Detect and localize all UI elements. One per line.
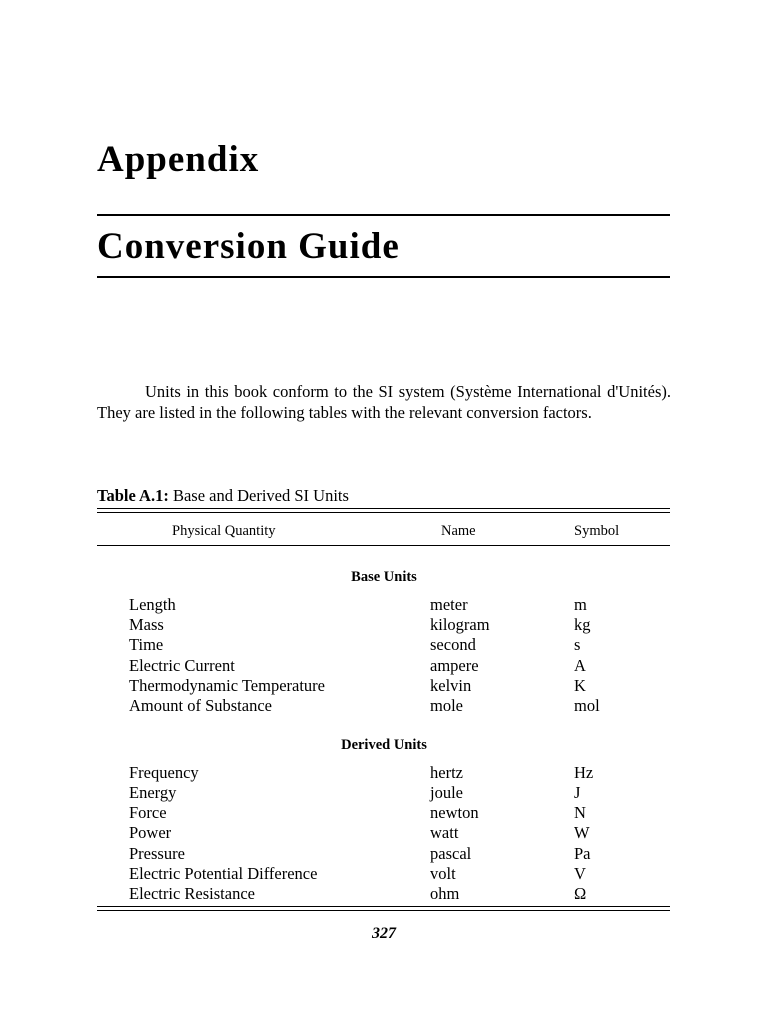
row-quantity: Electric Potential Difference [129,864,318,883]
table-row [0,696,768,716]
table-rule-bottom-2 [97,910,670,911]
row-symbol: s [574,635,581,654]
table-caption [97,486,349,506]
column-header-name: Name [441,523,476,539]
row-symbol: J [574,783,581,802]
row-quantity: Length [129,595,176,614]
table-row [0,635,768,655]
row-symbol: K [574,676,586,695]
table-row [0,656,768,676]
row-symbol: Hz [574,763,594,782]
table-row [0,676,768,696]
table-row [0,763,768,783]
row-name: watt [430,823,459,842]
row-name: hertz [430,763,463,782]
row-name: joule [430,783,463,802]
row-quantity: Electric Resistance [129,884,255,903]
row-symbol: N [574,803,586,822]
row-name: ohm [430,884,460,903]
row-quantity: Energy [129,783,177,802]
row-symbol: W [574,823,590,842]
table-row [0,823,768,843]
row-symbol: Pa [574,844,591,863]
row-quantity: Frequency [129,763,199,782]
row-name: kilogram [430,615,490,634]
table-row [0,864,768,884]
table-row [0,844,768,864]
row-name: pascal [430,844,472,863]
row-name: mole [430,696,463,715]
page-number: 327 [372,925,396,942]
table-header-rule [97,545,670,546]
column-header-symbol: Symbol [574,523,620,539]
row-name: newton [430,803,479,822]
table-row [0,884,768,904]
table-row [0,595,768,615]
table-caption-label: Table A.1: [97,486,169,505]
row-name: volt [430,864,456,883]
row-quantity: Time [129,635,164,654]
row-quantity: Electric Current [129,656,235,675]
row-name: meter [430,595,468,614]
table-rule-bottom-1 [97,906,670,907]
table-rule-top-1 [97,508,670,509]
row-symbol: mol [574,696,600,715]
title-rule-top [97,214,670,216]
row-quantity: Mass [129,615,164,634]
chapter-title: Conversion Guide [97,226,400,267]
row-symbol: m [574,595,587,614]
row-quantity: Power [129,823,172,842]
row-symbol: kg [574,615,591,634]
row-quantity: Amount of Substance [129,696,272,715]
table-caption-text: Base and Derived SI Units [172,486,349,505]
row-quantity: Force [129,803,167,822]
row-name: second [430,635,476,654]
section-heading-base-units: Base Units [351,569,417,585]
row-quantity: Thermodynamic Temperature [129,676,326,695]
row-name: ampere [430,656,479,675]
table-row [0,615,768,635]
table-rule-top-2 [97,512,670,513]
table-row [0,803,768,823]
table-row [0,783,768,803]
row-symbol: A [574,656,586,675]
row-name: kelvin [430,676,472,695]
row-quantity: Pressure [129,844,185,863]
row-symbol: V [574,864,586,883]
appendix-title: Appendix [97,139,260,180]
section-heading-derived-units: Derived Units [341,737,427,753]
row-symbol: Ω [574,884,587,903]
intro-paragraph: Units in this book conform to the SI system (Système International d'Unités). They are listed in the following tables with the relevant conversion factors. [97,382,671,422]
column-header-quantity: Physical Quantity [172,523,276,539]
title-rule-bottom [97,276,670,278]
